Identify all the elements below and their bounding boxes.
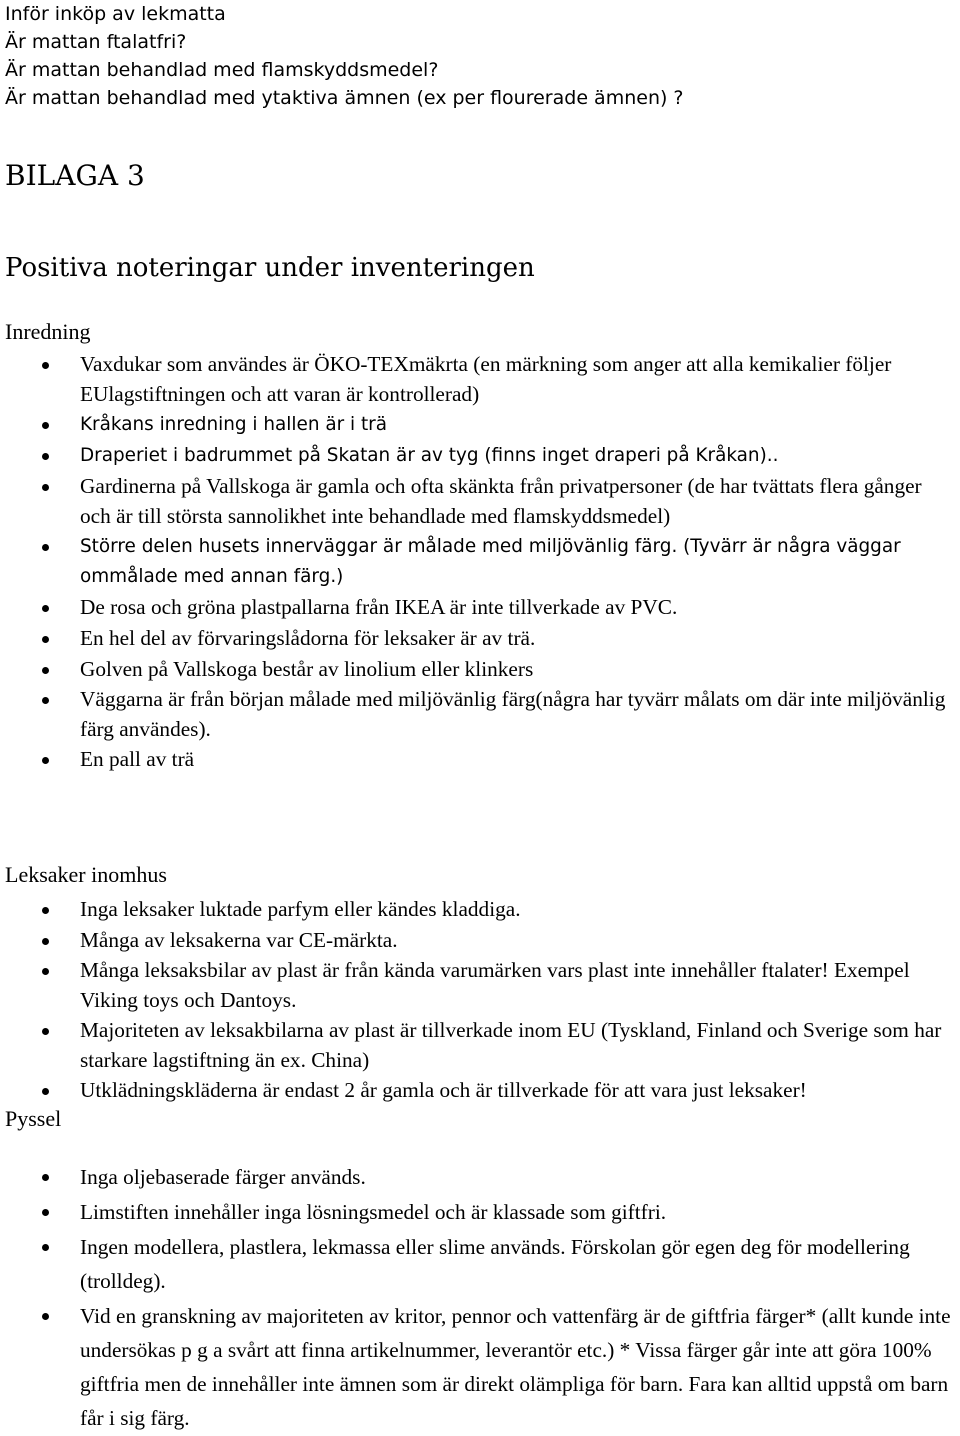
list-item: Vid en granskning av majoriteten av kritor, pennor och vattenfärg är de giftfria färger* (allt kunde inte undersökas p g a svårt att finna artikelnummer, leverantör etc.) * Vissa färger går inte att göra 100% giftfria men de innehåller inte ämnen som är direkt olämpliga för barn. Fara kan alltid uppstå om barn får i sig färg. xyxy=(0,1299,955,1435)
list-item: Draperiet i badrummet på Skatan är av tyg (finns inget draperi på Kråkan).. xyxy=(0,441,955,471)
list-item: En pall av trä xyxy=(0,745,955,775)
list-item: Gardinerna på Vallskoga är gamla och ofta skänkta från privatpersoner (de har tvättats flera gånger och är till största sannolikhet inte behandlade med flamskyddsmedel) xyxy=(0,472,955,531)
section-title-pyssel: Pyssel xyxy=(5,1106,62,1131)
checklist-line: Är mattan behandlad med flamskyddsmedel? xyxy=(5,59,439,81)
page-heading: Positiva noteringar under inventeringen xyxy=(5,253,535,283)
checklist-line: Är mattan ftalatfri? xyxy=(5,31,187,53)
list-item: Majoriteten av leksakbilarna av plast är tillverkade inom EU (Tyskland, Finland och Sverige som har starkare lagstiftning än ex. China) xyxy=(0,1016,955,1075)
list-item: Många leksaksbilar av plast är från kända varumärken vars plast inte innehåller ftalater! Exempel Viking toys och Dantoys. xyxy=(0,956,955,1015)
list-item: Utklädningskläderna är endast 2 år gamla och är tillverkade för att vara just leksaker! xyxy=(0,1076,955,1106)
inredning-list xyxy=(0,350,955,776)
list-item: De rosa och gröna plastpallarna från IKEA är inte tillverkade av PVC. xyxy=(0,593,955,623)
list-item: Golven på Vallskoga består av linolium eller klinkers xyxy=(0,655,955,685)
list-item: Inga leksaker luktade parfym eller kändes kladdiga. xyxy=(0,895,955,925)
list-item: Större delen husets innerväggar är målade med miljövänlig färg. (Tyvärr är några väggar ommålade med annan färg.) xyxy=(0,532,955,592)
section-title-leksaker: Leksaker inomhus xyxy=(5,862,167,887)
purchase-checklist xyxy=(5,0,684,112)
checklist-line: Är mattan behandlad med ytaktiva ämnen (ex per flourerade ämnen) ? xyxy=(5,87,684,109)
list-item: Många av leksakerna var CE-märkta. xyxy=(0,926,955,956)
list-item: En hel del av förvaringslådorna för leksaker är av trä. xyxy=(0,624,955,654)
list-item: Väggarna är från början målade med miljövänlig färg(några har tyvärr målats om där inte miljövänlig färg användes). xyxy=(0,685,955,744)
leksaker-list xyxy=(0,895,955,1107)
list-item: Ingen modellera, plastlera, lekmassa eller slime används. Förskolan gör egen deg för modellering (trolldeg). xyxy=(0,1230,955,1298)
appendix-title: BILAGA 3 xyxy=(5,159,145,192)
pyssel-list xyxy=(0,1160,955,1436)
list-item: Limstiften innehåller inga lösningsmedel och är klassade som giftfri. xyxy=(0,1195,955,1229)
list-item: Kråkans inredning i hallen är i trä xyxy=(0,410,955,440)
list-item: Inga oljebaserade färger används. xyxy=(0,1160,955,1194)
list-item: Vaxdukar som användes är ÖKO-TEXmäkrta (en märkning som anger att alla kemikalier följer EUlagstiftningen och att varan är kontrollerad) xyxy=(0,350,955,409)
section-title-inredning: Inredning xyxy=(5,319,91,344)
checklist-line: Inför inköp av lekmatta xyxy=(5,3,226,25)
